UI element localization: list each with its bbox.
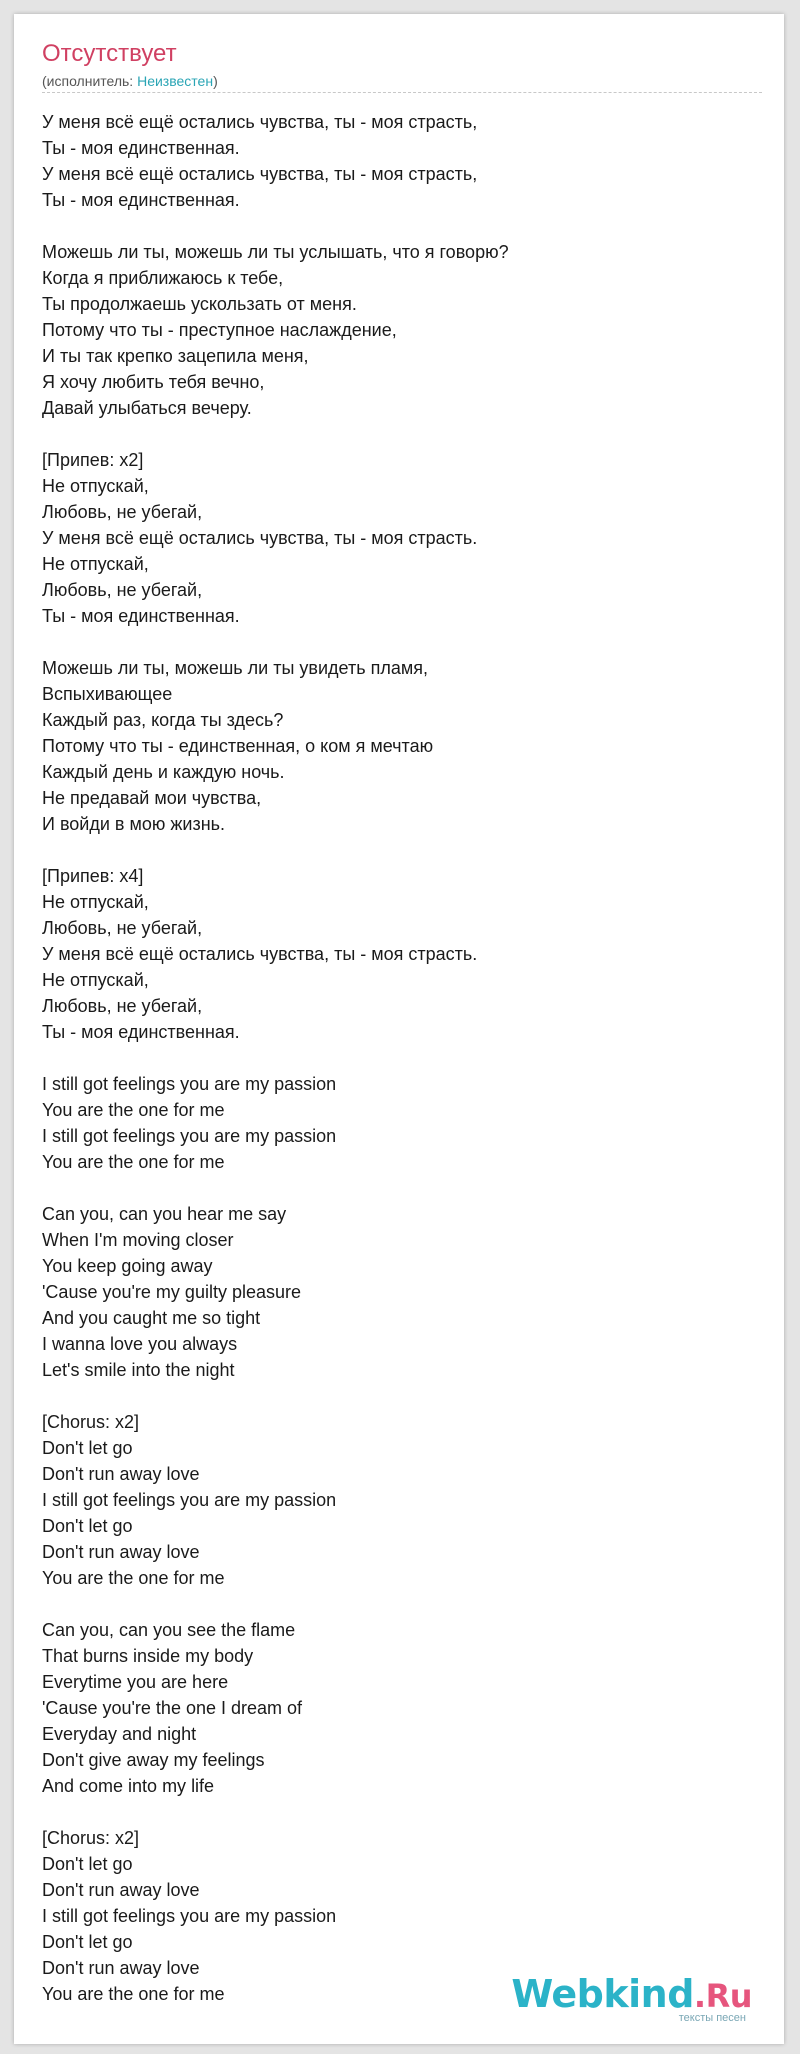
lyric-line: You are the one for me xyxy=(42,1568,225,1588)
lyric-line: I still got feelings you are my passion xyxy=(42,1906,337,1926)
lyric-line: Потому что ты - преступное наслаждение, xyxy=(42,320,397,340)
lyrics-body xyxy=(42,109,762,2007)
stanza-break xyxy=(42,1591,762,1617)
lyric-line: Не отпускай, xyxy=(42,476,149,496)
lyric-line: Ты - моя единственная. xyxy=(42,1022,240,1042)
lyric-line: Потому что ты - единственная, о ком я мечтаю xyxy=(42,736,434,756)
artist-link[interactable]: Неизвестен xyxy=(137,73,214,89)
lyric-line: And you caught me so tight xyxy=(42,1308,261,1328)
lyric-line: You are the one for me xyxy=(42,1100,225,1120)
lyric-line: И войди в мою жизнь. xyxy=(42,814,226,834)
lyric-line: I still got feelings you are my passion xyxy=(42,1490,337,1510)
lyric-line: When I'm moving closer xyxy=(42,1230,234,1250)
lyric-line: You are the one for me xyxy=(42,1152,225,1172)
lyric-line: Не отпускай, xyxy=(42,554,149,574)
lyric-line: Каждый день и каждую ночь. xyxy=(42,762,285,782)
lyric-line: Можешь ли ты, можешь ли ты увидеть пламя, xyxy=(42,658,428,678)
lyric-line: And come into my life xyxy=(42,1776,215,1796)
lyric-line: Любовь, не убегай, xyxy=(42,918,203,938)
stanza-break xyxy=(42,1045,762,1071)
lyric-line: Не предавай мои чувства, xyxy=(42,788,262,808)
lyric-line: Don't let go xyxy=(42,1854,133,1874)
stanza-break xyxy=(42,837,762,863)
brand-tld: .Ru xyxy=(693,1977,752,2015)
artist-suffix: ) xyxy=(213,73,218,89)
artist-line xyxy=(42,72,218,90)
lyric-line: Давай улыбаться вечеру. xyxy=(42,398,252,418)
lyric-line: Ты продолжаешь ускользать от меня. xyxy=(42,294,357,314)
stanza-break xyxy=(42,1383,762,1409)
stanza-break xyxy=(42,421,762,447)
lyric-line: I wanna love you always xyxy=(42,1334,238,1354)
lyric-line: Не отпускай, xyxy=(42,892,149,912)
lyric-line: I still got feelings you are my passion xyxy=(42,1126,337,1146)
brand-wordmark xyxy=(511,1974,752,2016)
lyric-line: Don't run away love xyxy=(42,1464,200,1484)
lyric-line: [Chorus: x2] xyxy=(42,1828,140,1848)
lyric-line: Каждый раз, когда ты здесь? xyxy=(42,710,284,730)
lyric-line: That burns inside my body xyxy=(42,1646,254,1666)
lyric-line: Don't let go xyxy=(42,1516,133,1536)
header-divider xyxy=(42,92,762,93)
lyric-line: You are the one for me xyxy=(42,1984,225,2004)
lyric-line: У меня всё ещё остались чувства, ты - моя страсть, xyxy=(42,112,478,132)
lyric-line: [Припев: x2] xyxy=(42,450,144,470)
stanza-break xyxy=(42,629,762,655)
lyric-line: Ты - моя единственная. xyxy=(42,190,240,210)
lyric-line: Don't run away love xyxy=(42,1880,200,1900)
artist-prefix: (исполнитель: xyxy=(42,73,138,89)
lyric-line: You keep going away xyxy=(42,1256,213,1276)
lyric-line: Don't run away love xyxy=(42,1542,200,1562)
lyric-line: Can you, can you see the flame xyxy=(42,1620,296,1640)
lyric-line: Я хочу любить тебя вечно, xyxy=(42,372,265,392)
lyric-line: У меня всё ещё остались чувства, ты - моя страсть. xyxy=(42,528,478,548)
lyric-line: Можешь ли ты, можешь ли ты услышать, что я говорю? xyxy=(42,242,509,262)
lyric-line: Ты - моя единственная. xyxy=(42,606,240,626)
webkind-logo[interactable] xyxy=(511,1974,752,2024)
lyric-line: I still got feelings you are my passion xyxy=(42,1074,337,1094)
lyric-line: Everytime you are here xyxy=(42,1672,229,1692)
lyric-line: Don't give away my feelings xyxy=(42,1750,265,1770)
lyric-line: Don't let go xyxy=(42,1932,133,1952)
lyric-line: Не отпускай, xyxy=(42,970,149,990)
lyric-line: У меня всё ещё остались чувства, ты - моя страсть. xyxy=(42,944,478,964)
lyric-line: Вспыхивающее xyxy=(42,684,173,704)
lyric-line: Don't let go xyxy=(42,1438,133,1458)
lyric-line: Everyday and night xyxy=(42,1724,197,1744)
lyric-line: Can you, can you hear me say xyxy=(42,1204,287,1224)
lyric-line: Любовь, не убегай, xyxy=(42,996,203,1016)
lyric-line: Любовь, не убегай, xyxy=(42,502,203,522)
lyric-line: Don't run away love xyxy=(42,1958,200,1978)
lyric-line: 'Cause you're my guilty pleasure xyxy=(42,1282,301,1302)
lyric-line: И ты так крепко зацепила меня, xyxy=(42,346,309,366)
lyric-line: Когда я приближаюсь к тебе, xyxy=(42,268,284,288)
stanza-break xyxy=(42,1175,762,1201)
lyric-line: У меня всё ещё остались чувства, ты - моя страсть, xyxy=(42,164,478,184)
lyric-line: [Chorus: x2] xyxy=(42,1412,140,1432)
lyrics-card xyxy=(14,14,784,2044)
stanza-break xyxy=(42,1799,762,1825)
lyric-line: 'Cause you're the one I dream of xyxy=(42,1698,303,1718)
lyric-line: Ты - моя единственная. xyxy=(42,138,240,158)
song-title: Отсутствует xyxy=(42,40,177,67)
lyric-line: Let's smile into the night xyxy=(42,1360,235,1380)
stanza-break xyxy=(42,213,762,239)
brand-name: Webkind xyxy=(511,1972,694,2016)
brand-tagline: тексты песен xyxy=(678,2012,746,2024)
lyric-line: Любовь, не убегай, xyxy=(42,580,203,600)
lyric-line: [Припев: x4] xyxy=(42,866,144,886)
